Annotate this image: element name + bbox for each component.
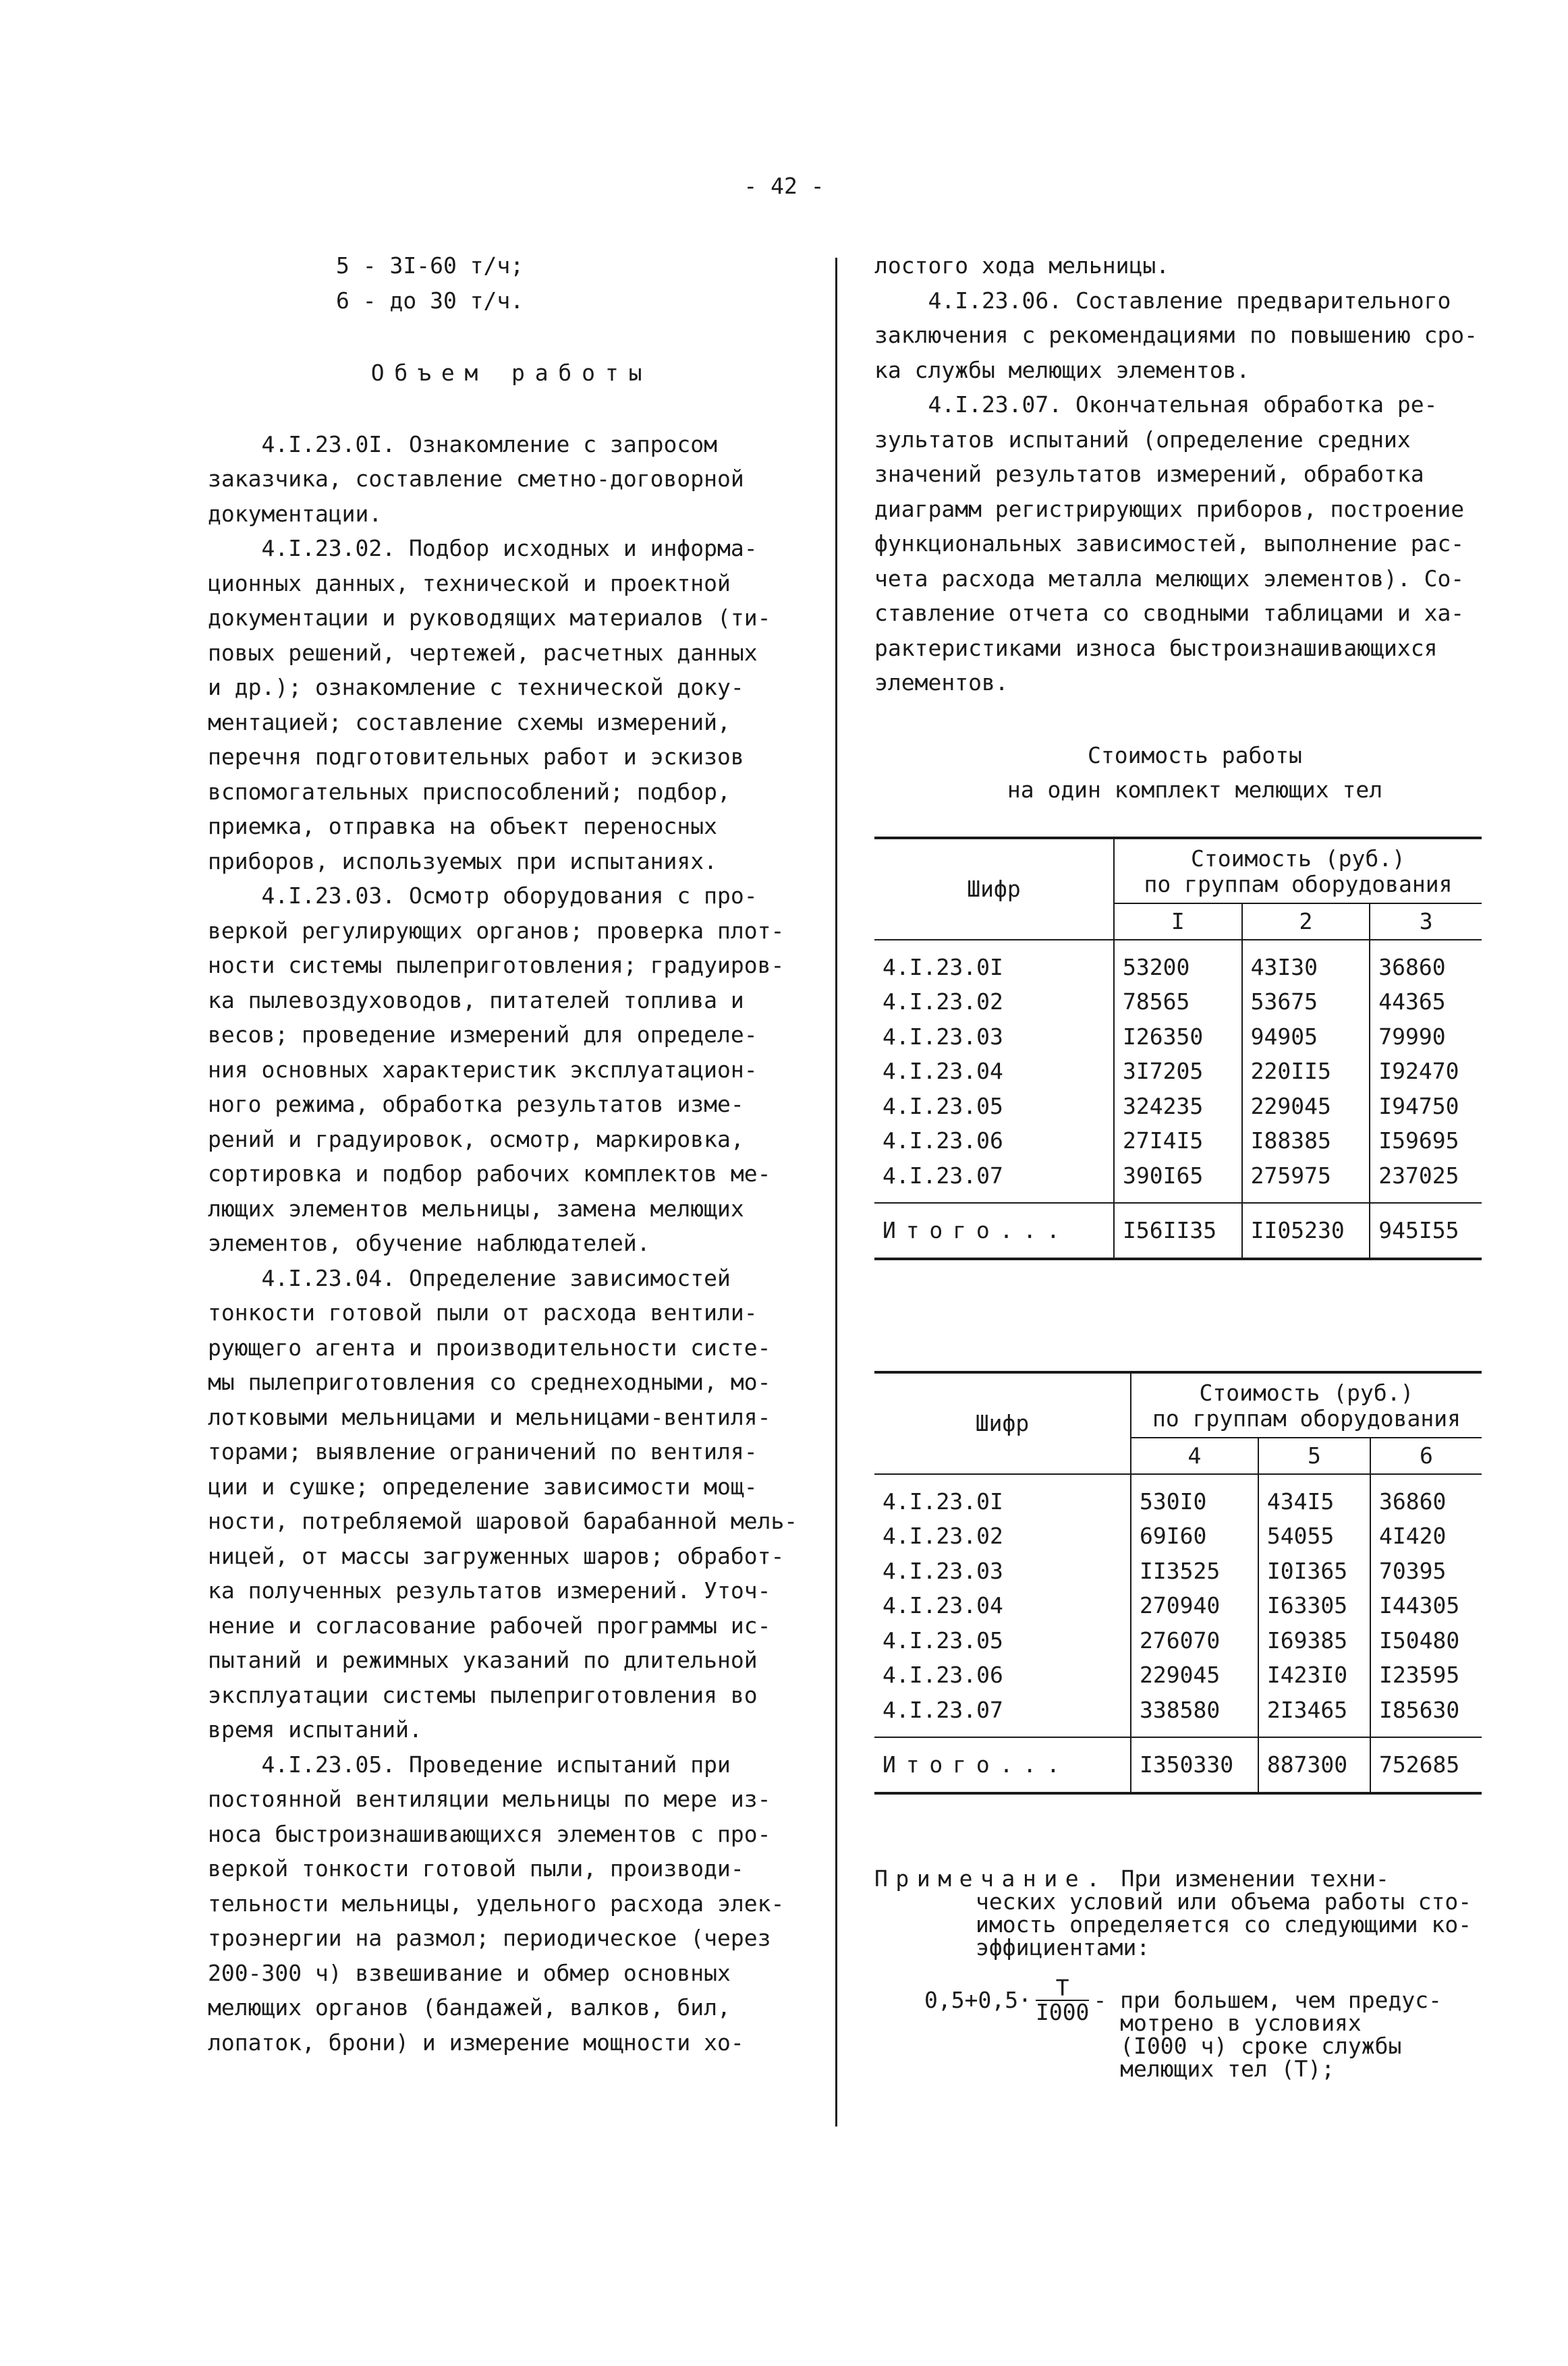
row-code: 4.I.23.02	[883, 988, 1003, 1015]
text-line: лотковыми мельницами и мельницами-вентиля-	[208, 1403, 771, 1430]
row-code: 4.I.23.04	[883, 1058, 1003, 1084]
right-column	[874, 248, 1515, 808]
row-code: 4.I.23.05	[883, 1627, 1003, 1654]
note-line: эффициентами:	[976, 1934, 1150, 1961]
cell-value: 229045	[1250, 1092, 1331, 1119]
left-column	[208, 248, 815, 2060]
work-scope-text	[208, 427, 815, 2060]
formula-line: мотрено в условиях	[1093, 2010, 1362, 2036]
total-value: 945I55	[1370, 1203, 1482, 1259]
row-code: 4.I.23.04	[883, 1592, 1003, 1618]
formula-fraction	[1036, 1977, 1089, 2024]
cell-value: I50480	[1378, 1627, 1460, 1654]
cell-value: I69385	[1266, 1627, 1348, 1654]
cell-value: 229045	[1140, 1662, 1221, 1688]
cell-value: I26350	[1123, 1023, 1204, 1050]
text-line: веркой регулирующих органов; проверка плот-	[208, 917, 785, 944]
cell-value: 36860	[1378, 953, 1446, 980]
group-header: 3	[1370, 903, 1482, 940]
cell-value: 69I60	[1140, 1523, 1207, 1549]
text-line: элементов.	[874, 669, 1009, 696]
cell-value: 27I4I5	[1123, 1127, 1204, 1154]
text-line: эксплуатации системы пылеприготовления во	[208, 1681, 758, 1708]
row-code: 4.I.23.06	[883, 1127, 1003, 1154]
cell-value: 434I5	[1266, 1488, 1335, 1515]
group-header: 6	[1370, 1438, 1482, 1474]
group-header: 2	[1242, 903, 1370, 940]
text-line: весов; проведение измерений для определе-	[208, 1021, 758, 1048]
total-value: I350330	[1140, 1751, 1234, 1778]
text-line: и др.); ознакомление с технической доку-	[208, 674, 744, 700]
formula-description	[1093, 1977, 1442, 2081]
text-line: нение и согласование рабочей программы ис-	[208, 1612, 771, 1639]
code-column	[874, 940, 1114, 1204]
cell-value: 390I65	[1123, 1162, 1204, 1189]
total-value: II05230	[1242, 1203, 1370, 1259]
cell-value: 54055	[1266, 1523, 1335, 1549]
text-line: повых решений, чертежей, расчетных данных	[208, 639, 758, 666]
cell-value: 530I0	[1140, 1488, 1207, 1515]
cell-value: 276070	[1140, 1627, 1221, 1654]
cell-value: 2I3465	[1266, 1696, 1348, 1723]
cost-header-line: Стоимость (руб.)	[1191, 845, 1405, 872]
cell-value: I59695	[1378, 1127, 1459, 1154]
text-line: приемка, отправка на объект переносных	[208, 813, 717, 839]
text-line: тельности мельницы, удельного расхода элек-	[208, 1890, 785, 1917]
row-code: 4.I.23.02	[883, 1523, 1003, 1549]
total-value: 752685	[1370, 1737, 1482, 1793]
text-line: лостого хода мельницы.	[874, 252, 1170, 279]
text-line: ционных данных, технической и проектной	[208, 569, 731, 596]
row-code: 4.I.23.07	[883, 1696, 1003, 1723]
text-line: рактеристиками износа быстроизнашивающихся	[874, 634, 1438, 661]
text-line: заказчика, составление сметно-договорной	[208, 466, 744, 492]
cell-value: 270940	[1140, 1592, 1221, 1618]
work-scope-text-continued	[874, 248, 1515, 700]
group-6-values	[1370, 1474, 1482, 1738]
cell-value: I94750	[1378, 1092, 1459, 1119]
formula-line: мелющих тел (T);	[1093, 2056, 1335, 2082]
text-line: ставление отчета со сводными таблицами и ха-	[874, 600, 1465, 626]
text-line: диаграмм регистрирующих приборов, построение	[874, 495, 1465, 522]
cell-value: 338580	[1140, 1696, 1221, 1723]
code-column	[874, 1474, 1131, 1738]
text-line: 4.I.23.04. Определение зависимостей	[208, 1264, 731, 1291]
cell-value: I85630	[1378, 1696, 1460, 1723]
cell-value: 44365	[1378, 988, 1446, 1015]
note	[874, 1867, 1515, 1959]
text-line: 4.I.23.02. Подбор исходных и информа-	[208, 535, 758, 561]
text-line: ния основных характеристик эксплуатацион-	[208, 1056, 758, 1083]
caption-line: на один комплект мелющих тел	[1007, 777, 1383, 803]
formula-denominator: I000	[1035, 1999, 1090, 2025]
text-line: значений результатов измерений, обработка	[874, 461, 1424, 487]
text-line: 4.I.23.03. Осмотр оборудования с про-	[208, 882, 758, 909]
cell-value: 78565	[1123, 988, 1190, 1015]
total-row	[874, 1737, 1482, 1793]
cell-value: I92470	[1378, 1058, 1459, 1084]
text-line: время испытаний.	[208, 1716, 422, 1743]
cell-value: 53675	[1250, 988, 1318, 1015]
group-1-values	[1114, 940, 1242, 1204]
cell-value: 275975	[1250, 1162, 1331, 1189]
cell-value: 70395	[1378, 1557, 1447, 1584]
section-heading: Объем работы	[370, 360, 652, 386]
page-number: - 42 -	[744, 173, 824, 199]
text-line: торами; выявление ограничений по вентиля-	[208, 1438, 758, 1465]
cost-header-line: по группам оборудования	[1144, 871, 1453, 897]
table-caption	[874, 738, 1515, 808]
text-line: чета расхода металла мелющих элементов). Со-	[874, 565, 1465, 592]
text-line: вспомогательных приспособлений; подбор,	[208, 778, 731, 805]
row-code: 4.I.23.07	[883, 1162, 1003, 1189]
column-header-code: Шифр	[874, 1372, 1131, 1474]
text-line: ментацией; составление схемы измерений,	[208, 708, 731, 735]
note-heading: Примечание.	[874, 1865, 1108, 1892]
row-code: 4.I.23.0I	[883, 1488, 1003, 1515]
text-line: троэнергии на размол; периодическое (через	[208, 1925, 771, 1951]
total-row	[874, 1203, 1482, 1259]
text-line: ницей, от массы загруженных шаров; обработ-	[208, 1542, 785, 1569]
size-line: 6 - до 30 т/ч.	[336, 287, 524, 314]
cell-value: I0I365	[1266, 1557, 1348, 1584]
row-code: 4.I.23.06	[883, 1662, 1003, 1688]
text-line: документации и руководящих материалов (ти-	[208, 604, 771, 631]
group-header: 4	[1131, 1438, 1258, 1474]
text-line: лопаток, брони) и измерение мощности хо-	[208, 2029, 744, 2056]
cell-value: I44305	[1378, 1592, 1460, 1618]
cost-header-line: по группам оборудования	[1152, 1405, 1461, 1432]
note-line: ческих условий или объема работы сто-	[976, 1888, 1472, 1915]
cell-value: II3525	[1140, 1557, 1221, 1584]
note-line: При изменении техни-	[1121, 1865, 1389, 1892]
cell-value: I23595	[1378, 1662, 1460, 1688]
group-3-values	[1370, 940, 1482, 1204]
cell-value: 3I7205	[1123, 1058, 1204, 1084]
text-line: рений и градуировок, осмотр, маркировка,	[208, 1125, 744, 1152]
text-line: ка полученных результатов измерений. Уточ-	[208, 1577, 771, 1604]
row-code: 4.I.23.03	[883, 1557, 1003, 1584]
total-value: 887300	[1258, 1737, 1370, 1793]
row-code: 4.I.23.03	[883, 1023, 1003, 1050]
formula-numerator: T	[1036, 1977, 1089, 2001]
text-line: мы пылеприготовления со среднеходными, мо-	[208, 1369, 771, 1395]
text-line: сортировка и подбор рабочих комплектов ме-	[208, 1160, 771, 1187]
cost-header-line: Стоимость (руб.)	[1199, 1380, 1414, 1406]
group-header: 5	[1258, 1438, 1370, 1474]
row-code: 4.I.23.05	[883, 1092, 1003, 1119]
formula-lead: 0,5+0,5·	[924, 1987, 1032, 2013]
text-line: рующего агента и производительности систе-	[208, 1334, 771, 1361]
cost-table-groups-1-3	[874, 837, 1482, 1260]
total-value: I56II35	[1123, 1217, 1217, 1243]
text-line: 4.I.23.06. Составление предварительного	[874, 287, 1451, 314]
text-line: 200-300 ч) взвешивание и обмер основных	[208, 1959, 731, 1986]
cell-value: 36860	[1378, 1488, 1447, 1515]
column-header-cost	[1131, 1372, 1482, 1438]
text-line: ка пылевоздуховодов, питателей топлива и	[208, 986, 744, 1013]
group-4-values	[1131, 1474, 1258, 1738]
size-line: 5 - 3I-60 т/ч;	[336, 252, 524, 279]
text-line: лющих элементов мельницы, замена мелющих	[208, 1195, 744, 1222]
cell-value: 220II5	[1250, 1058, 1331, 1084]
text-line: веркой тонкости готовой пыли, производи-	[208, 1855, 744, 1882]
text-line: ка службы мелющих элементов.	[874, 356, 1250, 383]
column-header-code: Шифр	[874, 838, 1114, 940]
size-list	[208, 248, 815, 318]
text-line: 4.I.23.0I. Ознакомление с запросом	[208, 430, 717, 457]
text-line: функциональных зависимостей, выполнение рас-	[874, 530, 1465, 557]
text-line: заключения с рекомендациями по повышению сро-	[874, 322, 1478, 348]
cell-value: 4I420	[1378, 1523, 1447, 1549]
text-line: документации.	[208, 500, 383, 527]
cost-table-groups-4-6	[874, 1371, 1482, 1795]
text-line: пытаний и режимных указаний по длительной	[208, 1647, 758, 1673]
text-line: тонкости готовой пыли от расхода вентили-	[208, 1299, 758, 1326]
text-line: ности, потребляемой шаровой барабанной мель-	[208, 1508, 798, 1534]
text-line: зультатов испытаний (определение средних	[874, 426, 1411, 453]
cell-value: 53200	[1123, 953, 1190, 980]
text-line: ного режима, обработка результатов изме-	[208, 1091, 744, 1117]
group-2-values	[1242, 940, 1370, 1204]
text-line: перечня подготовительных работ и эскизов	[208, 743, 744, 770]
coefficient-formula	[924, 1977, 1518, 2081]
total-label: Итого...	[874, 1203, 1114, 1259]
cell-value: I423I0	[1266, 1662, 1348, 1688]
formula-line: (I000 ч) сроке службы	[1093, 2033, 1402, 2059]
cell-value: 94905	[1250, 1023, 1318, 1050]
cell-value: 324235	[1123, 1092, 1204, 1119]
text-line: 4.I.23.05. Проведение испытаний при	[208, 1751, 731, 1778]
text-line: носа быстроизнашивающихся элементов с про-	[208, 1820, 771, 1847]
text-line: ции и сушке; определение зависимости мощ-	[208, 1473, 758, 1500]
column-header-cost	[1114, 838, 1482, 903]
note-line: имость определяется со следующими ко-	[976, 1911, 1472, 1938]
text-line: 4.I.23.07. Окончательная обработка ре-	[874, 391, 1438, 418]
formula-line: - при большем, чем предус-	[1093, 1987, 1442, 2013]
column-divider	[835, 258, 837, 2126]
cell-value: 43I30	[1250, 953, 1318, 980]
text-line: ности системы пылеприготовления; градуиров-	[208, 952, 785, 978]
cell-value: I63305	[1266, 1592, 1348, 1618]
text-line: мелющих органов (бандажей, валков, бил,	[208, 1994, 731, 2021]
total-label: Итого...	[874, 1737, 1131, 1793]
cell-value: 79990	[1378, 1023, 1446, 1050]
row-code: 4.I.23.0I	[883, 953, 1003, 980]
group-header: I	[1114, 903, 1242, 940]
caption-line: Стоимость работы	[1088, 741, 1302, 768]
text-line: элементов, обучение наблюдателей.	[208, 1230, 650, 1256]
cell-value: 237025	[1378, 1162, 1459, 1189]
text-line: постоянной вентиляции мельницы по мере из-	[208, 1786, 771, 1812]
group-5-values	[1258, 1474, 1370, 1738]
text-line: приборов, используемых при испытаниях.	[208, 847, 717, 874]
cell-value: I88385	[1250, 1127, 1331, 1154]
